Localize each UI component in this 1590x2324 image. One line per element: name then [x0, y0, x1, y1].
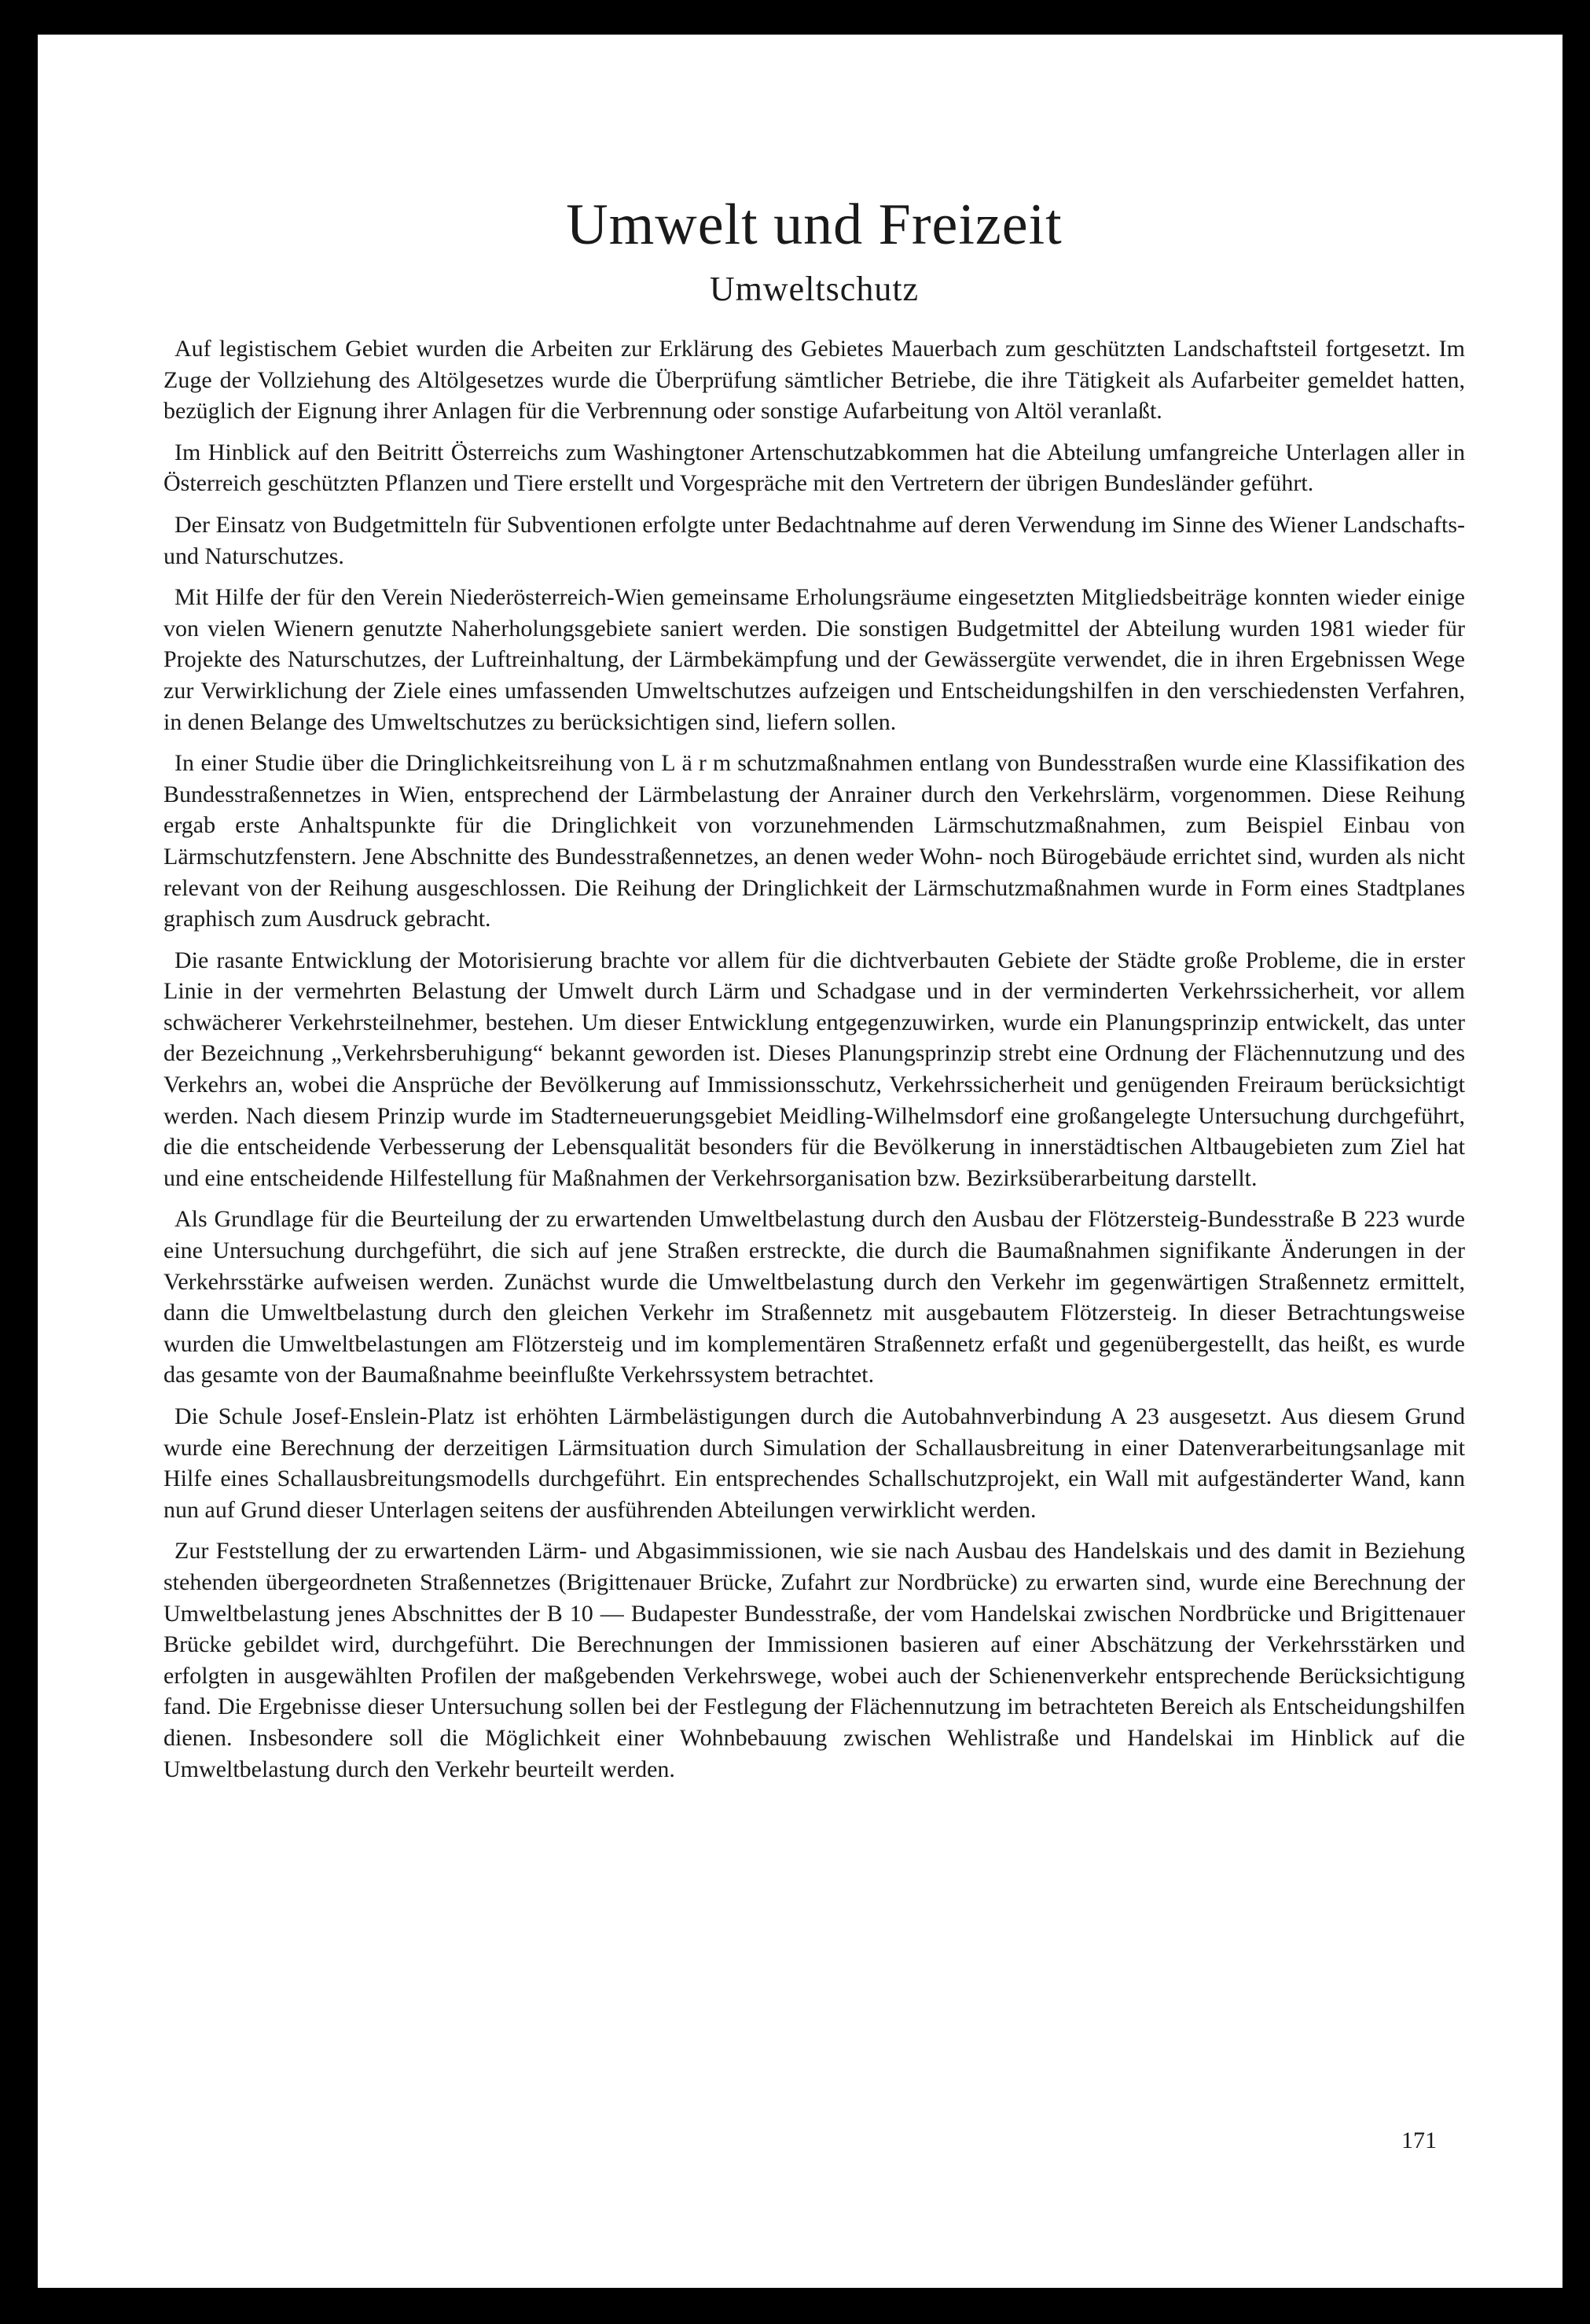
page-content — [163, 192, 1465, 1795]
section-heading: Umweltschutz — [709, 270, 920, 308]
spaced-emphasis: Lärm — [661, 750, 738, 777]
paragraph: Die rasante Entwicklung der Motorisierung brachte vor allem für die dichtverbauten Gebiete der Städte große Probleme, die in erster Linie in der vermehrten Belastung der Umwelt durch Lärm und Schadgase und in der verminderten Verkehrssicherheit, vor allem schwächerer Verkehrsteilnehmer, bestehen. Um dieser Entwicklung entgegenzuwirken, wurde ein Planungsprinzip entwickelt, das unter der Bezeichnung „Verkehrsberuhigung“ bekannt geworden ist. Dieses Planungsprinzip strebt eine Ordnung der Flächennutzung und des Verkehrs an, wobei die Ansprüche der Bevölkerung auf Immissionsschutz, Verkehrssicherheit und genügenden Freiraum berücksichtigt werden. Nach diesem Prinzip wurde im Stadterneuerungsgebiet Meidling-Wilhelmsdorf eine großangelegte Untersuchung durchgeführt, die die entscheidende Verbesserung der Lebensqualität besonders für die Bevölkerung in innerstädtischen Altbaugebieten zum Ziel hat und eine entscheidende Hilfestellung für Maßnahmen der Verkehrsorganisation bzw. Bezirksüberarbeitung darstellt. — [163, 947, 1465, 1191]
page-title: Umwelt und Freizeit — [566, 193, 1063, 257]
paragraph: Auf legistischem Gebiet wurden die Arbeiten zur Erklärung des Gebietes Mauerbach zum geschützten Landschaftsteil fortgesetzt. Im Zuge der Vollziehung des Altölgesetzes wurde die Überprüfung sämtlicher Betriebe, die ihre Tätigkeit als Aufarbeiter gemeldet hatten, bezüglich der Eignung ihrer Anlagen für die Verbrennung oder sonstige Aufarbeitung von Altöl veranlaßt. — [163, 336, 1465, 425]
paragraph-text: In einer Studie über die Dringlichkeitsreihung von — [174, 750, 662, 777]
paragraph: Mit Hilfe der für den Verein Niederösterreich-Wien gemeinsame Erholungsräume eingesetzten Mitgliedsbeiträge konnten wieder einige von vielen Wienern genutzte Naherholungsgebiete saniert werden. Die sonstigen Budgetmittel der Abteilung wurden 1981 wieder für Projekte des Naturschutzes, der Luftreinhaltung, der Lärmbekämpfung und der Gewässergüte verwendet, die in ihren Ergebnissen Wege zur Verwirklichung der Ziele eines umfassenden Umweltschutzes aufzeigen und Entscheidungshilfen in den verschiedensten Verfahren, in denen Belange des Umweltschutzes zu berücksichtigen sind, liefern sollen. — [163, 584, 1465, 735]
paragraph — [163, 748, 1465, 935]
paragraph-text: schutzmaßnahmen entlang von Bundesstraßen wurde eine Klassifikation des Bundesstraßennetzes in Wien, entsprechend der Lärmbelastung der Anrainer durch den Verkehrslärm, vorgenommen. Diese Reihung ergab erste Anhaltspunkte für die Dringlichkeit von vorzunehmenden Lärmschutzmaßnahmen, zum Beispiel Einbau von Lärmschutzfenstern. Jene Abschnitte des Bundesstraßennetzes, an denen weder Wohn- noch Bürogebäude errichtet sind, wurden als nicht relevant von der Reihung ausgeschlossen. Die Reihung der Dringlichkeit der Lärmschutzmaßnahmen wurde in Form eines Stadtplanes graphisch zum Ausdruck gebracht. — [163, 750, 1465, 932]
paragraph: Zur Feststellung der zu erwartenden Lärm- und Abgasimmissionen, wie sie nach Ausbau des Handelskais und des damit in Beziehung stehenden übergeordneten Straßennetzes (Brigittenauer Brücke, Zufahrt zur Nordbrücke) zu erwarten sind, wurde eine Berechnung der Umweltbelastung jenes Abschnittes der B 10 — Budapester Bundesstraße, der vom Handelskai zwischen Nordbrücke und Brigittenauer Brücke gebildet wird, durchgeführt. Die Berechnungen der Immissionen basieren auf einer Abschätzung der Verkehrsstärken und erfolgten in ausgewählten Profilen der maßgebenden Verkehrswege, wobei auch der Schienenverkehr entsprechende Berücksichtigung fand. Die Ergebnisse dieser Untersuchung sollen bei der Festlegung der Flächennutzung im betrachteten Bereich als Entscheidungshilfen dienen. Insbesondere soll die Möglichkeit einer Wohnbebauung zwischen Wehlistraße und Handelskai im Hinblick auf die Umweltbelastung durch den Verkehr beurteilt werden. — [163, 1538, 1465, 1782]
document-page — [38, 35, 1562, 2288]
paragraph: Als Grundlage für die Beurteilung der zu erwartenden Umweltbelastung durch den Ausbau der Flötzersteig-Bundesstraße B 223 wurde eine Untersuchung durchgeführt, die sich auf jene Straßen erstreckte, die durch die Baumaßnahmen signifikante Änderungen in der Verkehrsstärke aufweisen werden. Zunächst wurde die Umweltbelastung durch den Verkehr im gegenwärtigen Straßennetz ermittelt, dann die Umweltbelastung durch den gleichen Verkehr im Straßennetz mit ausgebautem Flötzersteig. In dieser Betrachtungsweise wurden die Umweltbelastungen am Flötzersteig und im komplementären Straßennetz erfaßt und gegenübergestellt, das heißt, es wurde das gesamte von der Baumaßnahme beeinflußte Verkehrssystem betrachtet. — [163, 1206, 1465, 1388]
page-number: 171 — [1401, 2127, 1437, 2153]
paragraph: Der Einsatz von Budgetmitteln für Subventionen erfolgte unter Bedachtnahme auf deren Verwendung im Sinne des Wiener Landschafts- und Naturschutzes. — [163, 511, 1465, 569]
paragraph: Die Schule Josef-Enslein-Platz ist erhöhten Lärmbelästigungen durch die Autobahnverbindung A 23 ausgesetzt. Aus diesem Grund wurde eine Berechnung der derzeitigen Lärmsituation durch Simulation der Schallausbreitung in einer Datenverarbeitungsanlage mit Hilfe eines Schallausbreitungsmodells durchgeführt. Ein entsprechendes Schallschutzprojekt, ein Wall mit aufgeständerter Wand, kann nun auf Grund dieser Unterlagen seitens der ausführenden Abteilungen verwirklicht werden. — [163, 1403, 1465, 1523]
paragraph: Im Hinblick auf den Beitritt Österreichs zum Washingtoner Artenschutzabkommen hat die Abteilung umfangreiche Unterlagen aller in Österreich geschützten Pflanzen und Tiere erstellt und Vorgespräche mit den Vertretern der übrigen Bundesländer geführt. — [163, 439, 1465, 497]
